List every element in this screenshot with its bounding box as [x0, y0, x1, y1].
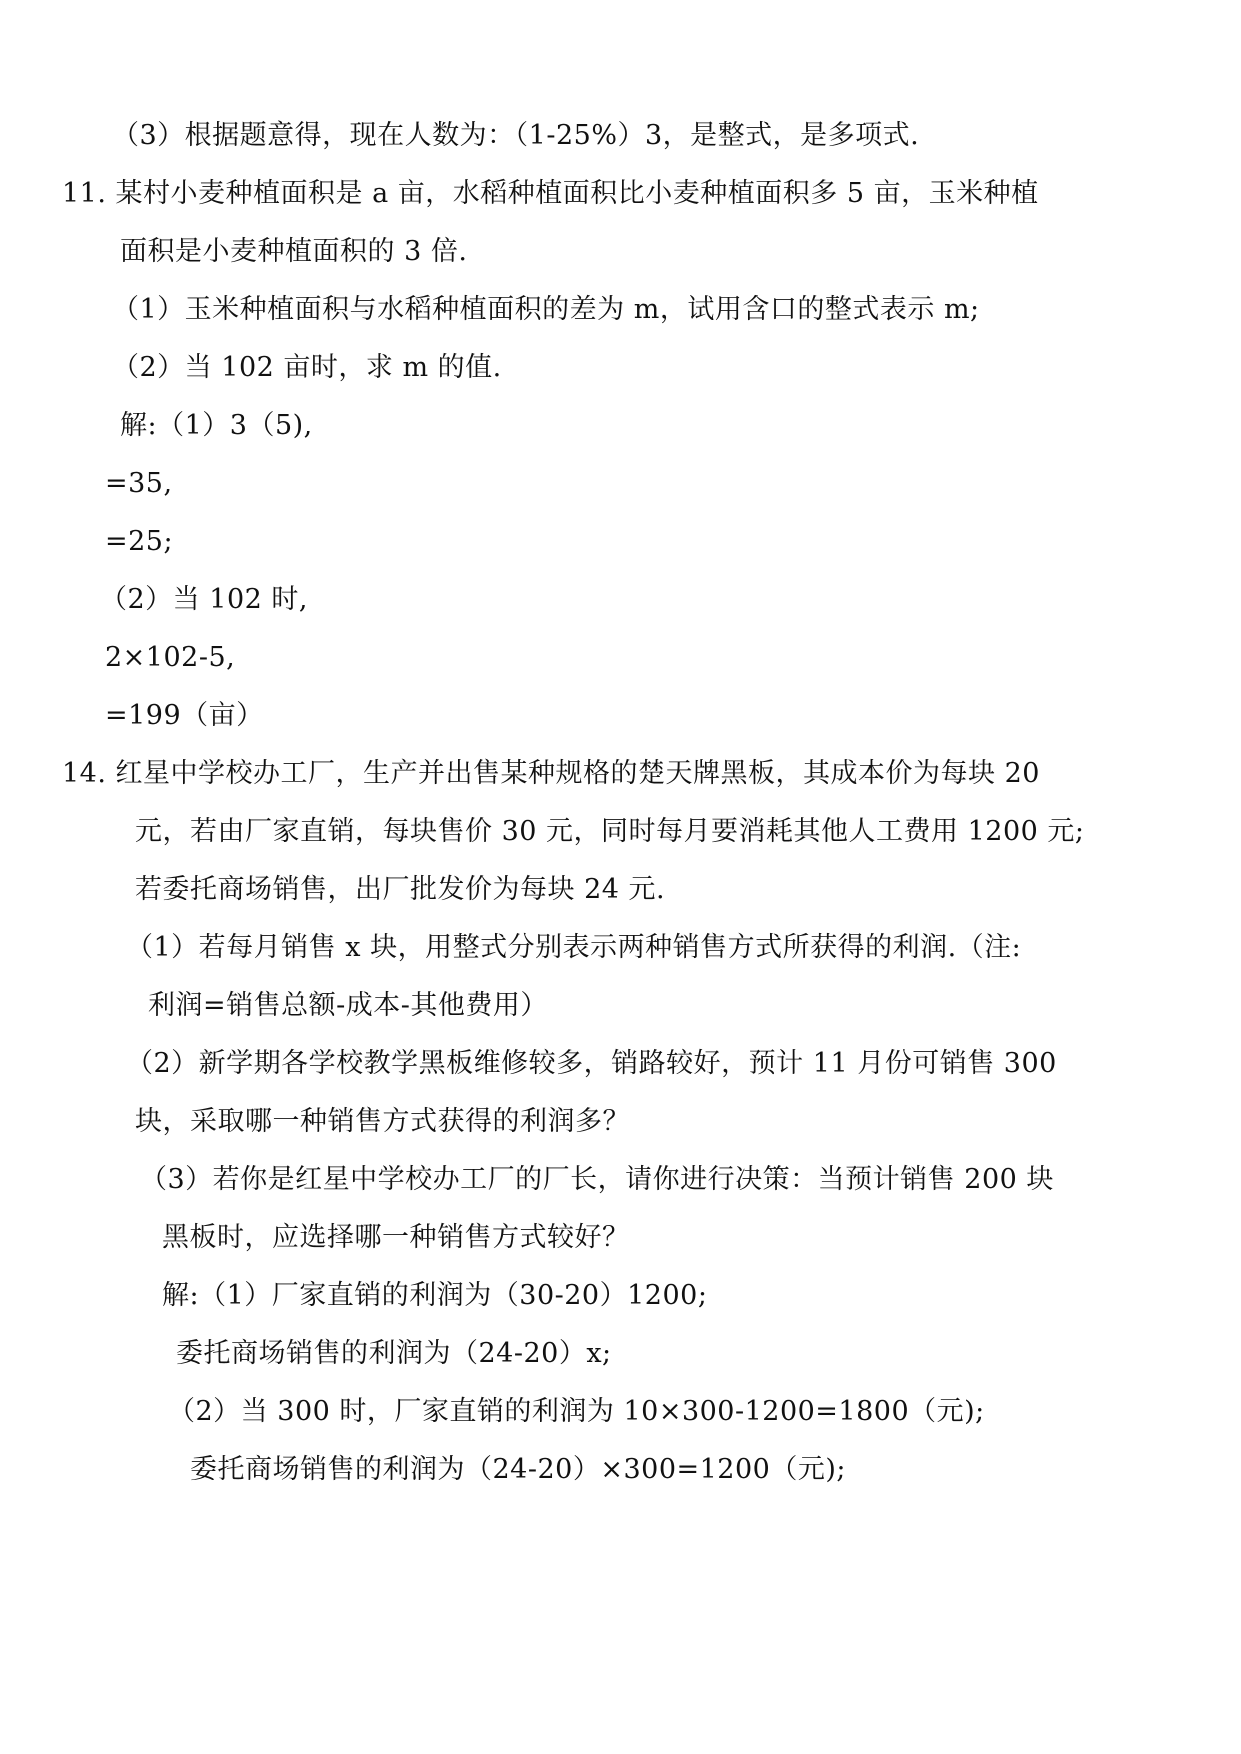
text-line-q14-part2: （2）新学期各学校教学黑板维修较多，销路较好，预计 11 月份可销售 300	[126, 1048, 1057, 1079]
text-line-q14-part3: （3）若你是红星中学校办工厂的厂长，请你进行决策：当预计销售 200 块	[140, 1164, 1054, 1195]
text-line-q14-stem: 14. 红星中学校办工厂，生产并出售某种规格的楚天牌黑板，其成本价为每块 20	[62, 758, 1040, 789]
text-line-q14-stem-cont2: 若委托商场销售，出厂批发价为每块 24 元.	[135, 874, 666, 905]
text-line-q11-part2: （2）当 102 亩时，求 m 的值.	[112, 352, 502, 383]
text-line-q11-solution: 解:（1）3（5),	[120, 410, 313, 441]
text-line-q11-result: =199（亩）	[105, 700, 264, 731]
text-line-q14-part1: （1）若每月销售 x 块，用整式分别表示两种销售方式所获得的利润.（注:	[126, 932, 1022, 963]
text-line-q11-stem-cont: 面积是小麦种植面积的 3 倍.	[120, 236, 468, 267]
text-line-q14-solution2: （2）当 300 时，厂家直销的利润为 10×300-1200=1800（元);	[168, 1396, 985, 1427]
text-line-q11-part1: （1）玉米种植面积与水稻种植面积的差为 m，试用含口的整式表示 m;	[112, 294, 980, 325]
text-line-q11-step2: =25;	[105, 526, 174, 557]
text-line-q10-part3-answer: （3）根据题意得，现在人数为：（1-25%）3，是整式，是多项式.	[112, 120, 920, 151]
text-line-q14-solution1: 解:（1）厂家直销的利润为（30-20）1200;	[162, 1280, 708, 1311]
text-line-q14-solution1-cont: 委托商场销售的利润为（24-20）x;	[176, 1338, 612, 1369]
text-line-q11-part2-solution: （2）当 102 时,	[100, 584, 308, 615]
text-line-q11-stem: 11. 某村小麦种植面积是 a 亩，水稻种植面积比小麦种植面积多 5 亩，玉米种植	[62, 178, 1039, 209]
text-line-q14-part1-cont: 利润=销售总额-成本-其他费用）	[148, 990, 548, 1021]
text-line-q14-part2-cont: 块，采取哪一种销售方式获得的利润多？	[135, 1106, 630, 1137]
text-line-q11-step3: 2×102-5,	[105, 642, 236, 673]
text-line-q14-stem-cont1: 元，若由厂家直销，每块售价 30 元，同时每月要消耗其他人工费用 1200 元;	[135, 816, 1085, 847]
text-line-q11-step1: =35,	[105, 468, 173, 499]
text-line-q14-solution2-cont: 委托商场销售的利润为（24-20）×300=1200（元);	[190, 1454, 846, 1485]
text-line-q14-part3-cont: 黑板时，应选择哪一种销售方式较好？	[162, 1222, 630, 1253]
